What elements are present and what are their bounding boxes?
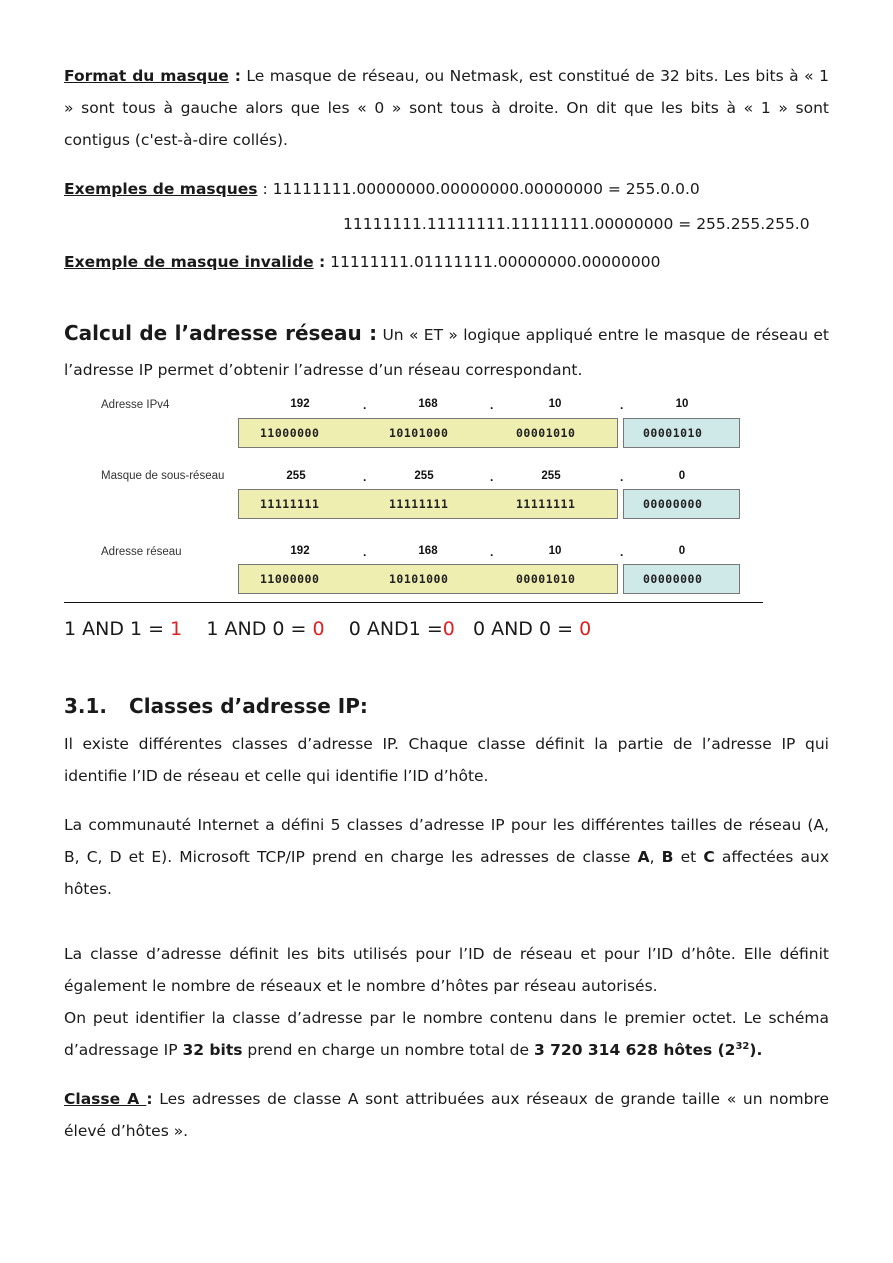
invalid-mask-value: 11111111.01111111.00000000.00000000 [325, 253, 661, 271]
section-number: 3.1. [64, 694, 108, 718]
octet-value: 10 [548, 545, 562, 557]
network-calc-text: Un « ET » logique appliqué entre le masque de réseau et l’adresse IP permet d’obtenir l’adresse d’un réseau correspondant. [64, 326, 829, 379]
binary-octet: 10101000 [389, 426, 449, 440]
and-rule: 0 AND 0 = [454, 618, 580, 640]
class-b-label: B [661, 848, 674, 866]
hosts-count: 3 720 314 628 hôtes (2 [533, 1041, 736, 1059]
paragraph-text: et [673, 848, 704, 866]
octet-separator: . [620, 398, 624, 412]
section-title: Classes d’adresse IP: [129, 694, 368, 718]
paragraph-text: La classe d’adresse définit les bits utilisés pour l’ID de réseau et pour l’ID d’hôte. Elle définit également le nombre de réseaux et le nombre d’hôtes par réseau autorisés. [64, 945, 829, 995]
class-a-label: A [637, 848, 650, 866]
divider [64, 602, 763, 603]
paragraph-text: On peut identifier la classe d’adresse par le nombre contenu dans le premier octet. Le schéma d’adressage IP [64, 1009, 829, 1059]
network-calc-paragraph [64, 316, 829, 388]
octet-value: 255 [286, 470, 306, 482]
binary-octet: 00000000 [643, 497, 703, 511]
class-c-label: C [703, 848, 715, 866]
paragraph-text: affectées aux hôtes. [64, 848, 830, 898]
binary-octet: 00001010 [516, 572, 576, 586]
invalid-mask-label: Exemple de masque invalide [64, 253, 314, 271]
binary-octet: 11000000 [260, 572, 320, 586]
binary-octet: 00001010 [516, 426, 576, 440]
and-rule: 1 AND 1 = [64, 618, 171, 640]
section-heading [64, 694, 368, 718]
hosts-total [534, 1041, 762, 1059]
classes-bits-paragraph [64, 938, 829, 1066]
invalid-mask-line [64, 246, 660, 278]
binary-octet: 10101000 [389, 572, 449, 586]
classes-community-paragraph [64, 809, 829, 905]
row-label-mask: Masque de sous-réseau [101, 470, 225, 482]
mask-format-paragraph [64, 60, 829, 156]
class-a-heading: Classe A [64, 1090, 147, 1108]
binary-octet: 11111111 [260, 497, 320, 511]
mask-format-label: Format du masque [64, 67, 229, 85]
paragraph-text: prend en charge un nombre total de [242, 1041, 534, 1059]
octet-separator: . [620, 470, 624, 484]
octet-value: 10 [548, 398, 562, 410]
binary-octet: 00001010 [643, 426, 703, 440]
octet-separator: . [363, 470, 367, 484]
and-truth-table [64, 618, 591, 640]
octet-separator: . [363, 398, 367, 412]
paragraph-text: La communauté Internet a défini 5 classes d’adresse IP pour les différentes tailles de réseau (A, B, C, D et E). Microsoft TCP/IP prend en charge les adresses de classe [64, 816, 829, 866]
binary-octet: 11111111 [389, 497, 449, 511]
binary-octet: 00000000 [643, 572, 703, 586]
binary-octet: 11111111 [516, 497, 576, 511]
and-rule: 0 AND1 = [324, 618, 443, 640]
mask-format-colon: : [228, 67, 241, 85]
octet-separator: . [490, 398, 494, 412]
mask-examples-label: Exemples de masques [64, 180, 258, 198]
class-a-colon: : [146, 1090, 153, 1108]
row-label-ip: Adresse IPv4 [101, 399, 170, 411]
class-a-text: Les adresses de classe A sont attribuées aux réseaux de grande taille « un nombre élevé d’hôtes ». [64, 1090, 829, 1140]
octet-value: 10 [675, 398, 689, 410]
and-result: 0 [579, 618, 592, 640]
octet-value: 192 [290, 545, 310, 557]
mask-example-2: 11111111.11111111.11111111.00000000 = 255.255.255.0 [343, 215, 810, 233]
binary-octet: 11000000 [260, 426, 320, 440]
octet-separator: . [620, 545, 624, 559]
octet-value: 168 [418, 398, 438, 410]
and-rule: 1 AND 0 = [182, 618, 313, 640]
hosts-close: ). [749, 1041, 763, 1059]
mask-format-text: Le masque de réseau, ou Netmask, est constitué de 32 bits. Les bits à « 1 » sont tous à gauche alors que les « 0 » sont tous à droite. On dit que les bits à « 1 » sont contigus (c'est-à-dire collés). [64, 67, 829, 149]
and-result: 1 [170, 618, 183, 640]
octet-separator: . [490, 470, 494, 484]
octet-value: 255 [414, 470, 434, 482]
paragraph-text: , [649, 848, 662, 866]
bits-emphasis: 32 bits [182, 1041, 243, 1059]
mask-example-1: : 11111111.00000000.00000000.00000000 = 255.0.0.0 [257, 180, 700, 198]
mask-examples-line1 [64, 173, 700, 205]
octet-separator: . [363, 545, 367, 559]
and-result: 0 [442, 618, 455, 640]
octet-value: 192 [290, 398, 310, 410]
octet-value: 168 [418, 545, 438, 557]
octet-separator: . [490, 545, 494, 559]
class-a-paragraph [64, 1083, 829, 1147]
invalid-mask-colon: : [313, 253, 326, 271]
classes-intro-paragraph: Il existe différentes classes d’adresse IP. Chaque classe définit la partie de l’adresse IP qui identifie l’ID de réseau et celle qui identifie l’ID d’hôte. [64, 735, 829, 785]
and-result: 0 [312, 618, 325, 640]
network-calc-heading: Calcul de l’adresse réseau : [64, 321, 378, 345]
row-label-network: Adresse réseau [101, 546, 182, 558]
octet-value: 0 [678, 545, 686, 557]
octet-value: 255 [541, 470, 561, 482]
octet-value: 0 [678, 470, 686, 482]
exponent: 32 [735, 1040, 750, 1052]
